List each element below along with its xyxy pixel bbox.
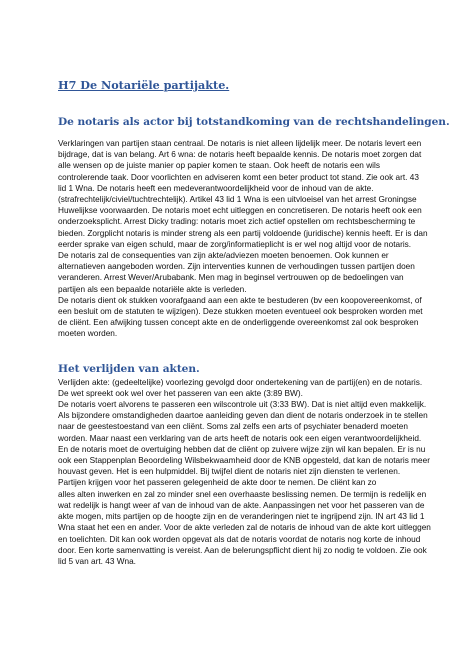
paragraph-line: Partijen krijgen voor het passeren gelegenheid de akte door te nemen. De cliënt kan zo: [58, 478, 377, 488]
paragraph-line: houvast geven. Het is een hulpmiddel. Bij twijfel dient de notaris niet zijn diensten te verlenen.: [58, 467, 401, 477]
paragraph-line: controlerende taak. Door voorlichten en adviseren komt een beter product tot stand. Zie ook art. 43: [58, 172, 419, 182]
paragraph-line: En de notaris moet de overtuiging hebben dat de cliënt op zuivere wijze zijn wil kan bepalen. Er is nu: [58, 444, 426, 454]
paragraph-line: De wet spreekt ook wel over het passeren van een akte (3:89 BW).: [58, 388, 303, 398]
paragraph-line: Verklaringen van partijen staan centraal. De notaris is niet alleen lijdelijk meer. De notaris levert een: [58, 139, 422, 148]
paragraph-line: veranderen. Arrest Wever/Arubabank. Men mag in beginsel vertrouwen op de bedoelingen van: [58, 273, 404, 283]
section-heading-verlijden: Het verlijden van akten.: [58, 362, 200, 375]
paragraph-line: en toelichten. Dit kan ook worden opgevat als dat de notaris voordat de notaris nog korte de inhoud: [58, 534, 421, 544]
paragraph-line: alternatieven aangeboden worden. Zijn interventies kunnen de verhoudingen tussen partijen doen: [58, 262, 415, 272]
paragraph-line: naar de geestestoestand van een cliënt. Soms zal zelfs een arts of psychiater benaderd moeten: [58, 422, 408, 432]
paragraph-line: De notaris dient ok stukken voorafgaand aan een akte te bestuderen (bv een koopovereenkomst, of: [58, 295, 422, 305]
section-heading-notaris-actor: De notaris als actor bij totstandkoming van de rechtshandelingen.: [58, 116, 450, 128]
paragraph-line: De notaris voert alvorens te passeren een wilscontrole uit (3:33 BW). Dat is niet altijd even makkelijk.: [58, 400, 427, 410]
paragraph-line: ook een Stappenplan Beoordeling Wilsbekwaamheid door de KNB opgesteld, dat kan de notaris meer: [58, 456, 430, 466]
paragraph-line: Als bijzondere omstandigheden daartoe aanleiding geven dan dient de notaris onderzoek in te stellen: [58, 411, 428, 421]
paragraph-line: De notaris zal de consequenties van zijn akte/adviezen moeten benoemen. Ook kunnen er: [58, 251, 389, 261]
document-body: [58, 78, 450, 567]
paragraph-line: Verlijden akte: (gedeeltelijke) voorlezing gevolgd door ondertekening van de partij(en) en de notaris.: [58, 377, 423, 387]
paragraph-line: Huwelijkse voorwaarden. De notaris moet echt uitleggen en concretiseren. De notaris heeft ook een: [58, 206, 422, 216]
paragraph-line: worden. Maar naast een verklaring van de arts heeft de notaris ook een eigen verantwoordelijkheid.: [58, 433, 422, 443]
paragraph-line: een besluit om de statuten te wijzigen). Deze stukken moeten eventueel ook besproken worden met: [58, 307, 423, 317]
paragraph-line: lid 1 Wna. De notaris heeft een medeverantwoordelijkheid voor de inhoud van de akte.: [58, 183, 374, 193]
paragraph-line: Wna staat het een en ander. Voor de akte verleden zal de notaris de inhoud van de akte kort uitleggen: [58, 523, 431, 533]
paragraph-line: alles alten inwerken en zal zo minder snel een overhaaste beslissing nemen. De termijn is redelijk en: [58, 489, 427, 499]
paragraph-line: eerder sprake van eigen schuld, maar de zorg/informatieplicht is er wel nog altijd voor de notaris.: [58, 239, 412, 249]
section-paragraph-verlijden: [58, 377, 431, 567]
paragraph-line: alle wensen op de juiste manier op papier komen te staan. Ook heeft de notaris een wils: [58, 161, 380, 171]
paragraph-line: partijen als een bepaalde notariële akte is verleden.: [58, 284, 247, 294]
paragraph-line: bieden. Zorgplicht notaris is minder streng als een partij voldoende (juridische) kennis heeft. Er is dan: [58, 228, 428, 238]
paragraph-line: bijdrage, dat is van belang. Art 6 wna: de notaris heeft bepaalde kennis. De notaris moet zorgen dat: [58, 150, 422, 160]
paragraph-line: door. Een korte samenvatting is vereist. Aan de belerungspflicht dient hij zo nodig te voldoen. Zie ook: [58, 545, 427, 555]
paragraph-line: wat redelijk is hangt weer af van de inhoud van de akte. Aanpassingen net voor het passeren van de: [58, 500, 425, 510]
paragraph-line: onderzoeksplicht. Arrest Dicky trading: notaris moet zich actief opstellen om rechtsbescherming te: [58, 217, 416, 227]
paragraph-line: akte mogen, mits partijen op de hoogte zijn en de veranderingen niet te ingrijpend zijn. IN art 43 lid 1: [58, 512, 425, 522]
chapter-title: H7 De Notariële partijakte.: [58, 78, 230, 92]
paragraph-line: moeten worden.: [58, 329, 118, 339]
paragraph-line: de cliënt. Een afwijking tussen concept akte en de onderliggende overeenkomst zal ook besproken: [58, 318, 419, 328]
section-paragraph-notaris-actor: [58, 138, 428, 340]
paragraph-line: lid 5 van art. 43 Wna.: [58, 556, 136, 566]
paragraph-line: (strafrechtelijk/civiel/tuchtrechtelijk). Artikel 43 lid 1 Wna is een uitvloeisel van het arrest Groningse: [58, 195, 417, 205]
